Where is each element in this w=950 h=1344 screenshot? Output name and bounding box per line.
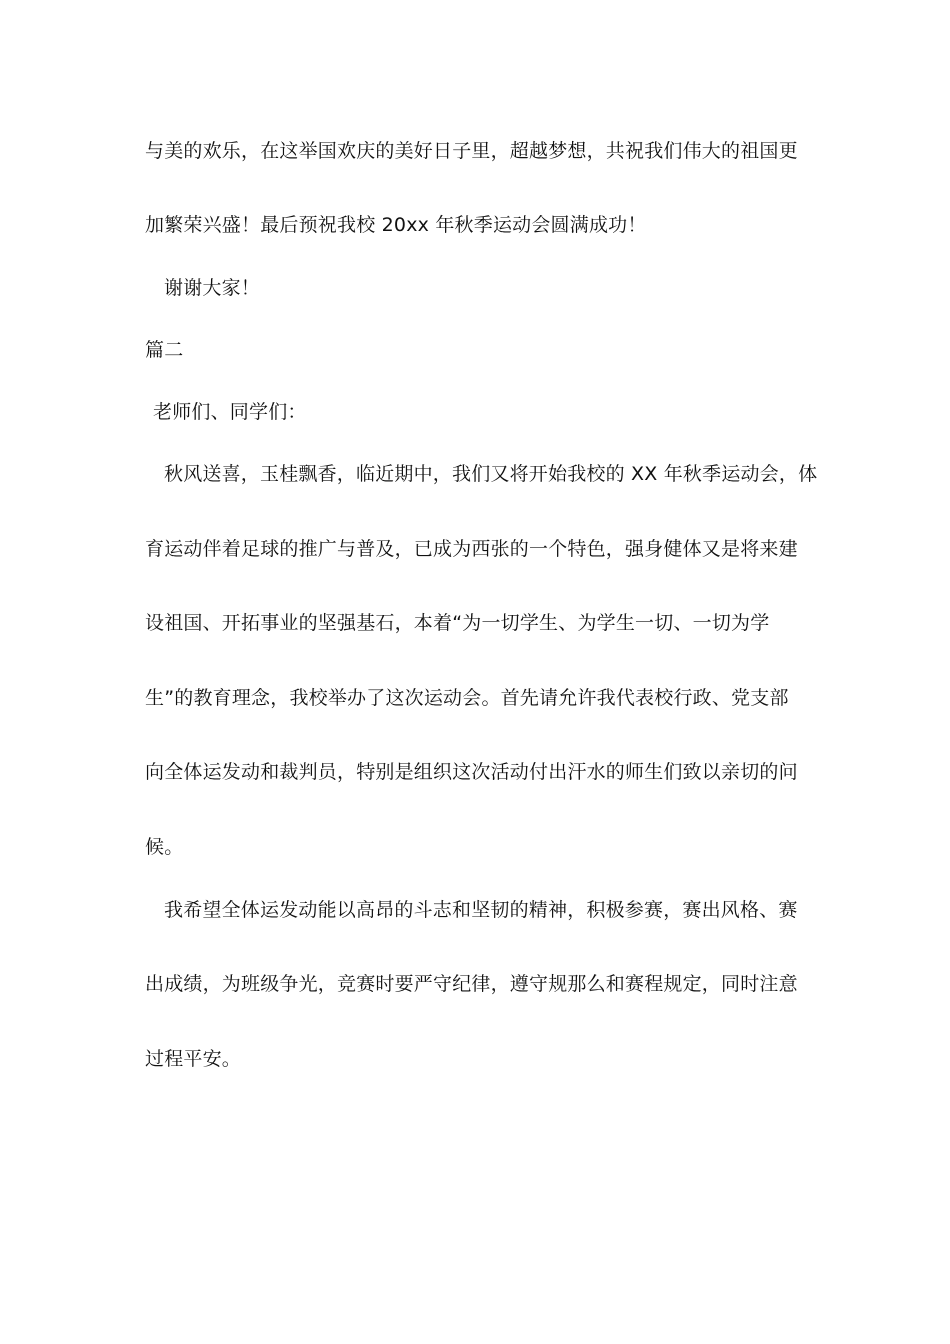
section-heading: 篇二 xyxy=(145,339,184,361)
paragraph-line: 秋风送喜，玉桂飘香，临近期中，我们又将开始我校的 XX 年秋季运动会，体 xyxy=(164,463,818,485)
paragraph-line: 设祖国、开拓事业的坚强基石，本着“为一切学生、为学生一切、一切为学 xyxy=(145,612,770,634)
salutation: 老师们、同学们： xyxy=(153,401,307,423)
paragraph-line: 向全体运发动和裁判员，特别是组织这次活动付出汗水的师生们致以亲切的问 xyxy=(145,761,798,783)
paragraph-line: 出成绩，为班级争光，竞赛时要严守纪律，遵守规那么和赛程规定，同时注意 xyxy=(145,973,798,995)
paragraph-line: 育运动伴着足球的推广与普及，已成为西张的一个特色，强身健体又是将来建 xyxy=(145,538,798,560)
paragraph-line: 过程平安。 xyxy=(145,1048,242,1070)
paragraph-line: 生”的教育理念，我校举办了这次运动会。首先请允许我代表校行政、党支部 xyxy=(145,687,789,709)
text-line: 加繁荣兴盛！最后预祝我校 20xx 年秋季运动会圆满成功！ xyxy=(145,214,647,236)
paragraph-line: 候。 xyxy=(145,836,184,858)
paragraph-line: 我希望全体运发动能以高昂的斗志和坚韧的精神，积极参赛，赛出风格、赛 xyxy=(164,899,798,921)
closing-line: 谢谢大家！ xyxy=(164,277,261,299)
text-line: 与美的欢乐，在这举国欢庆的美好日子里，超越梦想，共祝我们伟大的祖国更 xyxy=(145,140,798,162)
